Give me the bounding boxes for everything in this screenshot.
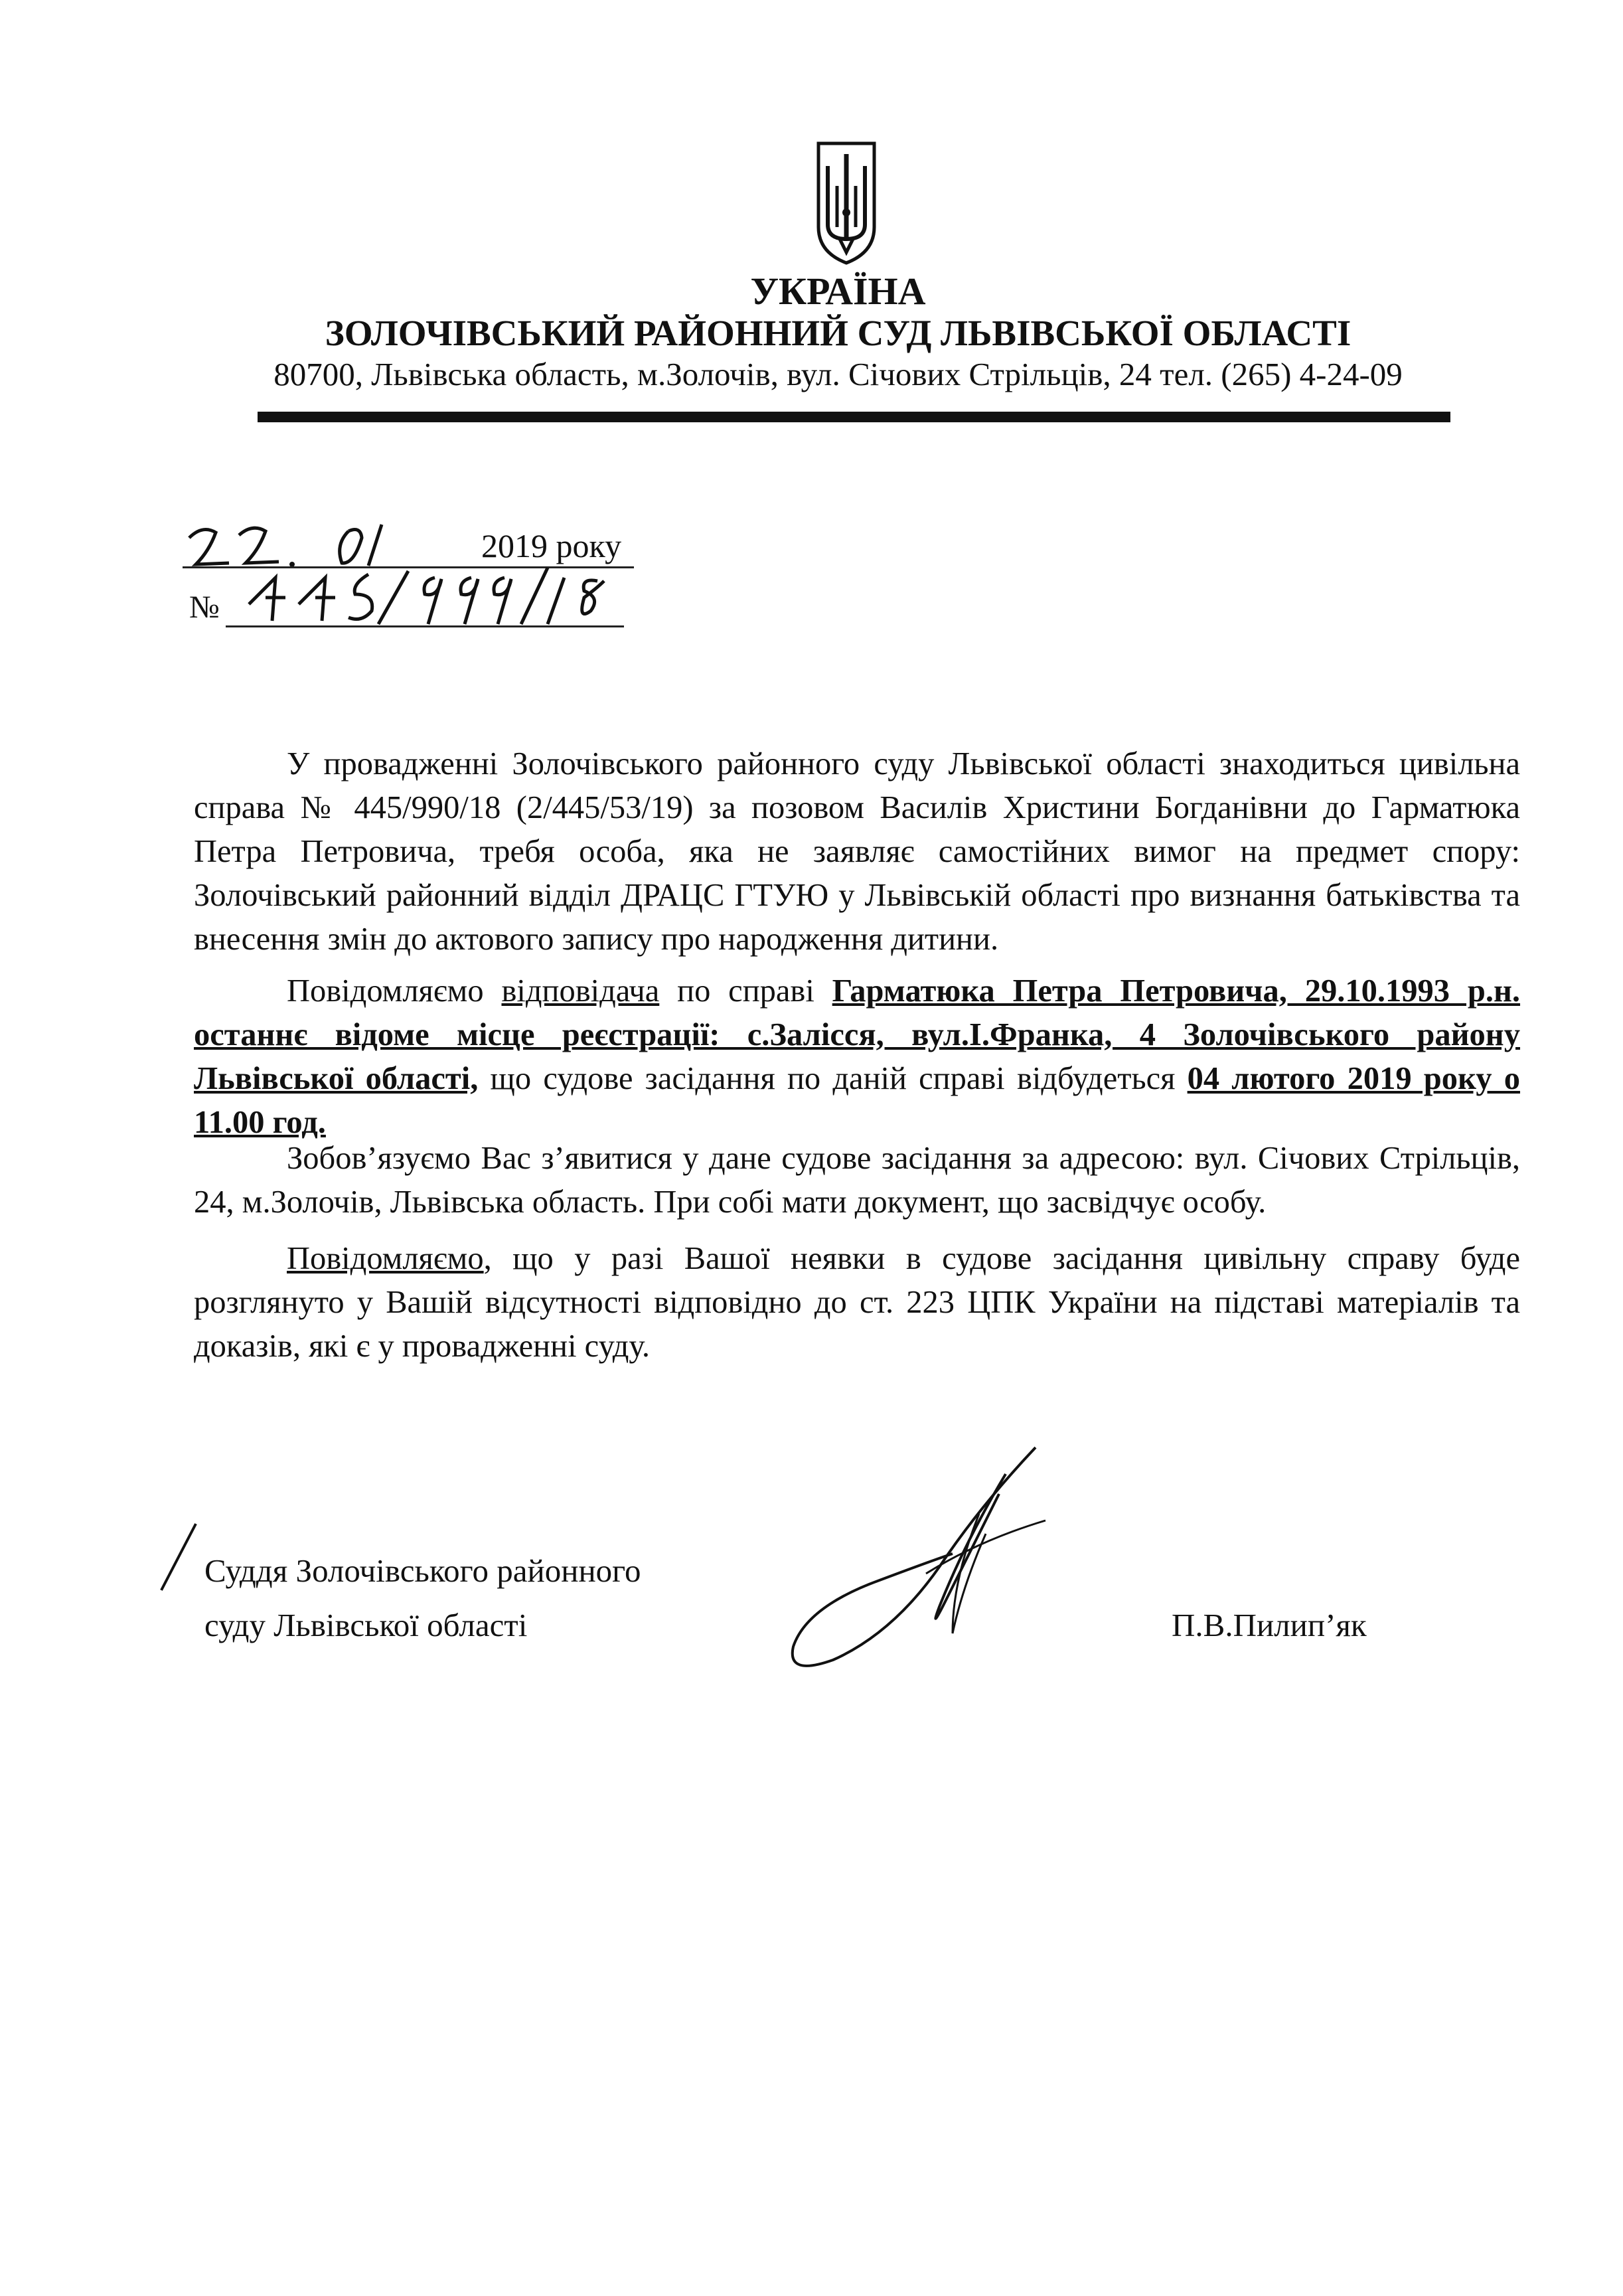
- judge-title-line1: Суддя Золочівського районного: [204, 1552, 641, 1589]
- paragraph-case-info: [194, 742, 1520, 961]
- paragraph-case-info-text: У провадженні Золочівського районного суду Львівської області знаходиться цивільна справа № 445/990/18 (2/445/53/19) за позовом Василів Христини Богданівни до Гарматюка Петра Петровича, требя особа, яка не заявляє самостійних вимог на предмет спору: Золочівський районний відділ ДРАЦС ГТУЮ у Львівській області про визнання батьківства та внесення змін до актового запису про народження дитини.: [194, 746, 1520, 957]
- warning-text: , що у разі Вашої неявки в судове засідання цивільну справу буде розглянуто у Вашій відсутності відповідно до ст. 223 ЦПК України на підставі матеріалів та доказів, які є у провадженні суду.: [194, 1241, 1520, 1364]
- coat-of-arms-icon: [813, 139, 880, 266]
- paragraph-notice: [194, 969, 1520, 1145]
- judge-name: П.В.Пилип’як: [1172, 1607, 1367, 1643]
- notice-connector: по справі: [659, 973, 832, 1009]
- court-name: ЗОЛОЧІВСЬКИЙ РАЙОННИЙ СУД ЛЬВІВСЬКОЇ ОБЛАСТІ: [325, 313, 1352, 353]
- handwritten-case-number: [236, 558, 634, 631]
- number-prefix: №: [189, 590, 220, 625]
- judge-signature: [780, 1434, 1059, 1686]
- court-address: 80700, Львівська область, м.Золочів, вул. Січових Стрільців, 24 тел. (265) 4-24-09: [273, 356, 1403, 392]
- notice-respondent-label: відповідача: [501, 973, 660, 1009]
- paragraph-summons: [194, 1137, 1520, 1224]
- number-line: [226, 625, 624, 627]
- year-label: 2019 року: [481, 527, 622, 564]
- country-title: УКРАЇНА: [750, 270, 926, 313]
- notice-intro: Повідомляємо: [287, 973, 502, 1009]
- notice-respondent-details: Гарматюка Петра Петровича, 29.10.1993 р.н. останнє відоме місце реєстрації: с.Залісся, вул.І.Франка, 4 Золочівського району Львівської області,: [194, 973, 1521, 1096]
- paragraph-warning: [194, 1237, 1520, 1368]
- warning-intro: Повідомляємо: [287, 1241, 484, 1276]
- notice-hearing-date: 04 лютого 2019 року о 11.00 год.: [194, 1061, 1520, 1140]
- header-divider: [258, 412, 1450, 422]
- margin-slash-mark: [156, 1520, 202, 1594]
- judge-title-line2: суду Львівської області: [204, 1607, 528, 1643]
- paragraph-summons-text: Зобов’язуємо Вас з’явитися у дане судове засідання за адресою: вул. Січових Стрільців, 24, м.Золочів, Львівська область. При собі мати документ, що засвідчує особу.: [194, 1141, 1520, 1220]
- notice-hearing-text: що судове засідання по даній справі відбудеться: [478, 1061, 1188, 1096]
